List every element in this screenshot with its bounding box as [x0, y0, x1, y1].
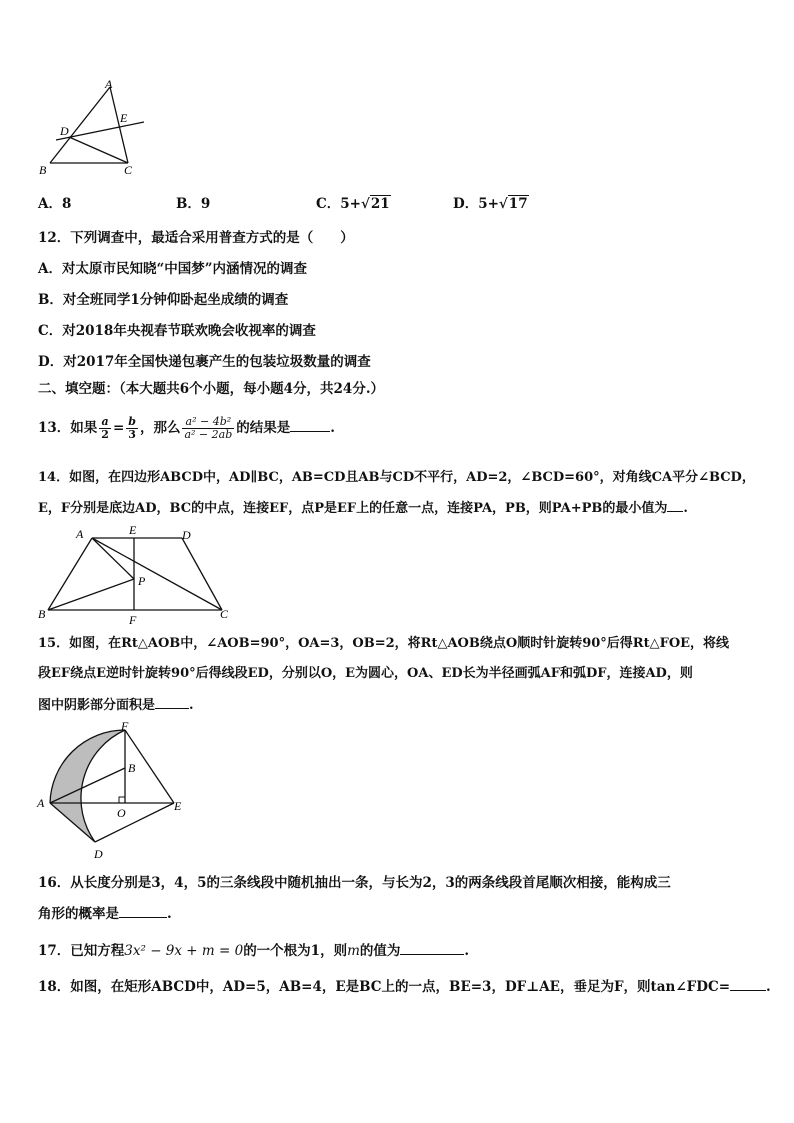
q17-equation: 3x² − 9x + m = 0	[124, 943, 244, 959]
q17-prefix: 17．已知方程	[38, 943, 125, 959]
q13-f2-den: 3	[128, 428, 136, 441]
q17	[38, 942, 469, 960]
q15-end: .	[189, 698, 194, 713]
q17-answer-blank[interactable]	[400, 942, 464, 955]
q11-option-d-radicand: 17	[508, 196, 528, 212]
q11-label-e: E	[120, 111, 128, 125]
q12-option-d: D．对2017年全国快递包裹产生的包装垃圾数量的调查	[38, 354, 371, 370]
q15-label-d: D	[94, 847, 103, 860]
q14-line-2	[38, 499, 688, 518]
q15-label-f: F	[121, 720, 129, 733]
q13-equals: =	[112, 420, 125, 436]
q18	[38, 978, 771, 996]
q16-line-1: 16．从长度分别是3，4，5的三条线段中随机抽出一条，与长为2，3的两条线段首尾顺次相接，能构成三	[38, 875, 671, 891]
q14-end: .	[683, 501, 688, 516]
q16-line-2	[38, 905, 172, 923]
q11-option-c	[316, 192, 391, 212]
q14-label-f: F	[129, 613, 137, 627]
q14-line-2-text: E，F分别是底边AD，BC的中点，连接EF，点P是EF上的任意一点，连接PA，PB，则PA+PB的最小值为	[38, 501, 668, 516]
q18-end: .	[766, 979, 771, 995]
q18-answer-blank[interactable]	[730, 978, 766, 991]
q11-option-c-prefix: C．5+	[316, 196, 361, 212]
q15-answer-blank[interactable]	[155, 696, 189, 709]
q18-text: 18．如图，在矩形ABCD中，AD=5，AB=4，E是BC上的一点，BE=3，DF⊥AE，垂足为F，则tan∠FDC=	[38, 979, 731, 995]
q14-label-p: P	[138, 574, 146, 588]
q15-arc-figure	[34, 720, 194, 860]
q15-line-2: 段EF绕点E逆时针旋转90°后得线段ED，分别以O，E为圆心，OA、ED长为半径画弧AF和弧DF，连接AD，则	[38, 666, 693, 681]
q15-line-3-text: 图中阴影部分面积是	[38, 698, 156, 713]
q13-main-fraction	[182, 416, 234, 441]
q14-label-b: B	[38, 607, 46, 621]
q11-label-a: A	[105, 78, 113, 91]
q12-option-c: C．对2018年央视春节联欢晚会收视率的调查	[38, 323, 316, 339]
q11-label-c: C	[124, 163, 133, 177]
q11-triangle-figure	[36, 78, 151, 178]
q17-mid: 的一个根为1，则	[243, 943, 348, 959]
q16-end: .	[167, 906, 172, 922]
q13-f2-num: b	[128, 415, 136, 428]
q13-f1-num: a	[99, 416, 111, 429]
q13-end: .	[330, 420, 335, 436]
q17-suffix: 的值为	[359, 943, 401, 959]
q17-var: m	[347, 943, 360, 959]
q14-line-1: 14．如图，在四边形ABCD中，AD∥BC，AB=CD且AB与CD不平行，AD=2，∠BCD=60°，对角线CA平分∠BCD，	[38, 470, 755, 485]
q11-label-d: D	[60, 124, 69, 138]
q15-label-o: O	[117, 806, 126, 820]
q13-fraction-b-over-3	[126, 416, 138, 441]
q13-f3-den: a² − 2ab	[184, 428, 233, 441]
q14-label-c: C	[220, 607, 229, 621]
q11-option-d-sqrt-icon: √	[498, 196, 508, 212]
q15-label-e: E	[174, 799, 182, 813]
q15-line-3	[38, 696, 194, 715]
q13-answer-blank[interactable]	[290, 419, 330, 432]
q16-line-2-text: 角形的概率是	[38, 906, 119, 922]
q13-f1-den: 2	[101, 428, 109, 441]
q12-stem: 12．下列调查中，最适合采用普查方式的是（ ）	[38, 230, 354, 246]
section-title-fill-blank: 二、填空题：（本大题共6个小题，每小题4分，共24分.）	[38, 381, 385, 397]
q16-answer-blank[interactable]	[119, 905, 167, 918]
q12-option-a: A．对太原市民知晓“中国梦”内涵情况的调查	[38, 261, 308, 277]
q13-prefix: 13．如果	[38, 420, 98, 436]
q11-option-d	[453, 192, 529, 212]
q13	[38, 413, 335, 443]
q14-label-d: D	[182, 528, 191, 542]
q14-label-e: E	[129, 524, 137, 537]
q11-label-b: B	[39, 163, 47, 177]
q15-label-a: A	[37, 796, 45, 810]
q13-suffix: 的结果是	[236, 420, 291, 436]
q14-label-a: A	[76, 527, 84, 541]
q11-option-c-radicand: 21	[370, 196, 390, 212]
q11-option-b: B．9	[176, 196, 211, 212]
q13-fraction-a-over-2	[99, 416, 111, 441]
q15-line-1: 15．如图，在Rt△AOB中，∠AOB=90°，OA=3，OB=2，将Rt△AOB绕点O顺时针旋转90°后得Rt△FOE，将线	[38, 636, 730, 651]
q13-mid: ，那么	[139, 420, 181, 436]
q14-trapezoid-figure	[36, 524, 236, 630]
q11-option-d-prefix: D．5+	[453, 196, 499, 212]
q11-option-c-sqrt-icon: √	[360, 196, 370, 212]
q14-answer-blank[interactable]	[667, 499, 683, 512]
q17-end: .	[464, 943, 470, 959]
q11-option-a: A．8	[38, 196, 72, 212]
q15-label-b: B	[128, 761, 136, 775]
q13-f3-num: a² − 4b²	[182, 416, 234, 429]
q12-option-b: B．对全班同学1分钟仰卧起坐成绩的调查	[38, 292, 289, 308]
